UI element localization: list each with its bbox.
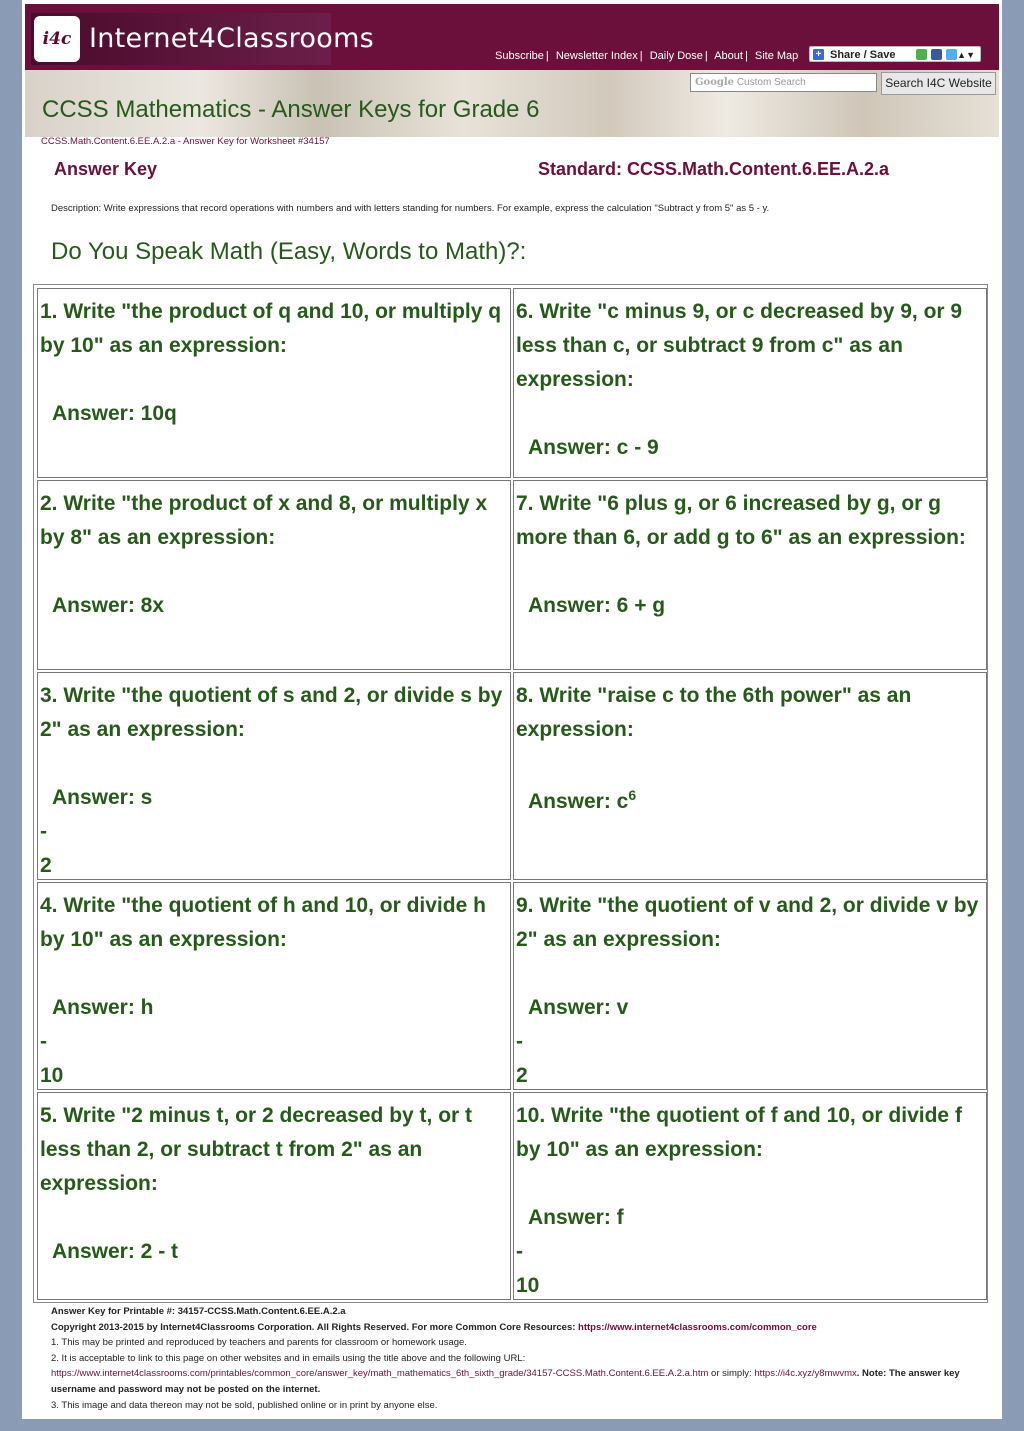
question-text: 7. Write "6 plus g, or 6 increased by g, or g more than 6, or add g to 6" as an expression: [516,492,966,549]
footer-note-3: 3. This image and data thereon may not be sold, published online or in print by anyone else. [51,1399,438,1411]
google-logo: Google [695,77,735,88]
question-cell-9 [513,882,987,1090]
question-cell-8 [513,672,987,880]
question-text: 1. Write "the product of q and 10, or multiply q by 10" as an expression: [40,300,502,357]
site-header [25,4,999,70]
or-simply-text: or simply: [708,1368,755,1380]
page [22,0,1002,1419]
hero-banner [25,70,999,137]
question-text: 2. Write "the product of x and 8, or multiply x by 8" as an expression: [40,492,488,549]
breadcrumb[interactable]: CCSS.Math.Content.6.EE.A.2.a - Answer Key for Worksheet #34157 [41,136,330,147]
answer-text: Answer: 10q [52,402,177,425]
facebook-icon[interactable] [931,49,942,60]
fraction-bar: - [40,1030,47,1053]
fraction-denominator: 10 [516,1274,540,1297]
fraction-denominator: 2 [40,854,52,877]
footer-note-label: . Note: The answer key username and password may not be posted on the internet. [51,1368,960,1395]
question-text: 4. Write "the quotient of h and 10, or divide h by 10" as an expression: [40,894,486,951]
question-cell-1 [37,288,511,478]
question-cell-4 [37,882,511,1090]
plus-icon: + [813,49,824,60]
question-text: 9. Write "the quotient of v and 2, or divide v by 2" as an expression: [516,894,979,951]
question-cell-3 [37,672,511,880]
footer [51,1304,991,1413]
answer-text: Answer: h [52,996,154,1019]
top-nav: Subscribe | Newsletter Index | Daily Dose | About | Site Map [495,50,799,62]
footer-printable: Answer Key for Printable #: 34157-CCSS.Math.Content.6.EE.A.2.a [51,1306,346,1317]
nav-site-map[interactable]: Site Map [754,50,799,62]
answer-exponent: 6 [628,787,637,803]
answer-text: Answer: f [528,1206,624,1229]
answer-text [516,785,984,819]
share-icon[interactable] [916,49,927,60]
answer-text: Answer: 2 - t [52,1240,179,1263]
question-grid [33,284,988,1303]
question-text: 6. Write "c minus 9, or c decreased by 9, or 9 less than c, or subtract 9 from c" as an expression: [516,300,963,391]
answer-text: Answer: v [528,996,629,1019]
question-text: 10. Write "the quotient of f and 10, or divide f by 10" as an expression: [516,1104,962,1161]
question-text: 3. Write "the quotient of s and 2, or divide s by 2" as an expression: [40,684,503,741]
footer-note-2: 2. It is acceptable to link to this page on other websites and in emails using the title above and the following URL: [51,1352,526,1364]
question-cell-10 [513,1092,987,1300]
nav-daily-dose[interactable]: Daily Dose [649,50,703,62]
share-label: Share / Save [830,49,896,61]
chevron-updown-icon[interactable]: ▲▼ [957,50,975,60]
answer-text: Answer: c - 9 [528,436,659,459]
question-cell-5 [37,1092,511,1300]
question-text: 5. Write "2 minus t, or 2 decreased by t, or t less than 2, or subtract t from 2" as an expression: [40,1104,473,1195]
site-logo[interactable] [31,13,375,65]
search-input[interactable] [690,73,877,92]
search-button[interactable]: Search I4C Website [881,72,996,95]
question-cell-6 [513,288,987,478]
question-cell-7 [513,480,987,670]
fraction-denominator: 10 [40,1064,64,1087]
fraction-denominator: 2 [516,1064,528,1087]
description: Description: Write expressions that record operations with numbers and with letters standing for numbers. For example, express the calculation "Subtract y from 5" as 5 - y. [51,203,770,214]
section-title: Do You Speak Math (Easy, Words to Math)?: [51,238,527,265]
search-placeholder: Custom Search [736,77,806,88]
footer-note-1: 1. This may be printed and reproduced by teachers and parents for classroom or homework usage. [51,1337,467,1349]
footer-copyright: Copyright 2013-2015 by Internet4Classrooms Corporation. All Rights Reserved. For more Common Core Resources: [51,1321,579,1333]
worksheet-url-link[interactable]: https://www.internet4classrooms.com/printables/common_core/answer_key/math_mathematics_6th_sixth_grade/34157-CCSS.Math.Content.6.EE.A.2.a.htm [51,1368,709,1380]
answer-text: Answer: 8x [52,594,165,617]
answer-text: Answer: 6 + g [528,594,666,617]
nav-newsletter-index[interactable]: Newsletter Index [555,50,638,62]
fraction-bar: - [516,1030,523,1053]
page-title: CCSS Mathematics - Answer Keys for Grade 6 [42,96,540,123]
common-core-link[interactable]: https://www.internet4classrooms.com/common_core [578,1321,817,1333]
fraction-bar: - [516,1240,523,1263]
fraction-bar: - [40,820,47,843]
standard-label: Standard: CCSS.Math.Content.6.EE.A.2.a [538,159,890,179]
answer-text: Answer: s [52,786,153,809]
twitter-icon[interactable] [946,49,957,60]
short-url-link[interactable]: https://i4c.xyz/y8mwvmx [754,1368,857,1380]
nav-about[interactable]: About [714,50,743,62]
answer-key-label: Answer Key [54,159,158,179]
question-cell-2 [37,480,511,670]
logo-text: Internet4Classrooms [89,23,375,54]
share-save-button[interactable] [809,46,981,62]
nav-subscribe[interactable]: Subscribe [495,50,544,62]
logo-badge: i4c [34,16,80,62]
answer-base: Answer: c [528,790,629,813]
question-text: 8. Write "raise c to the 6th power" as an expression: [516,684,912,741]
